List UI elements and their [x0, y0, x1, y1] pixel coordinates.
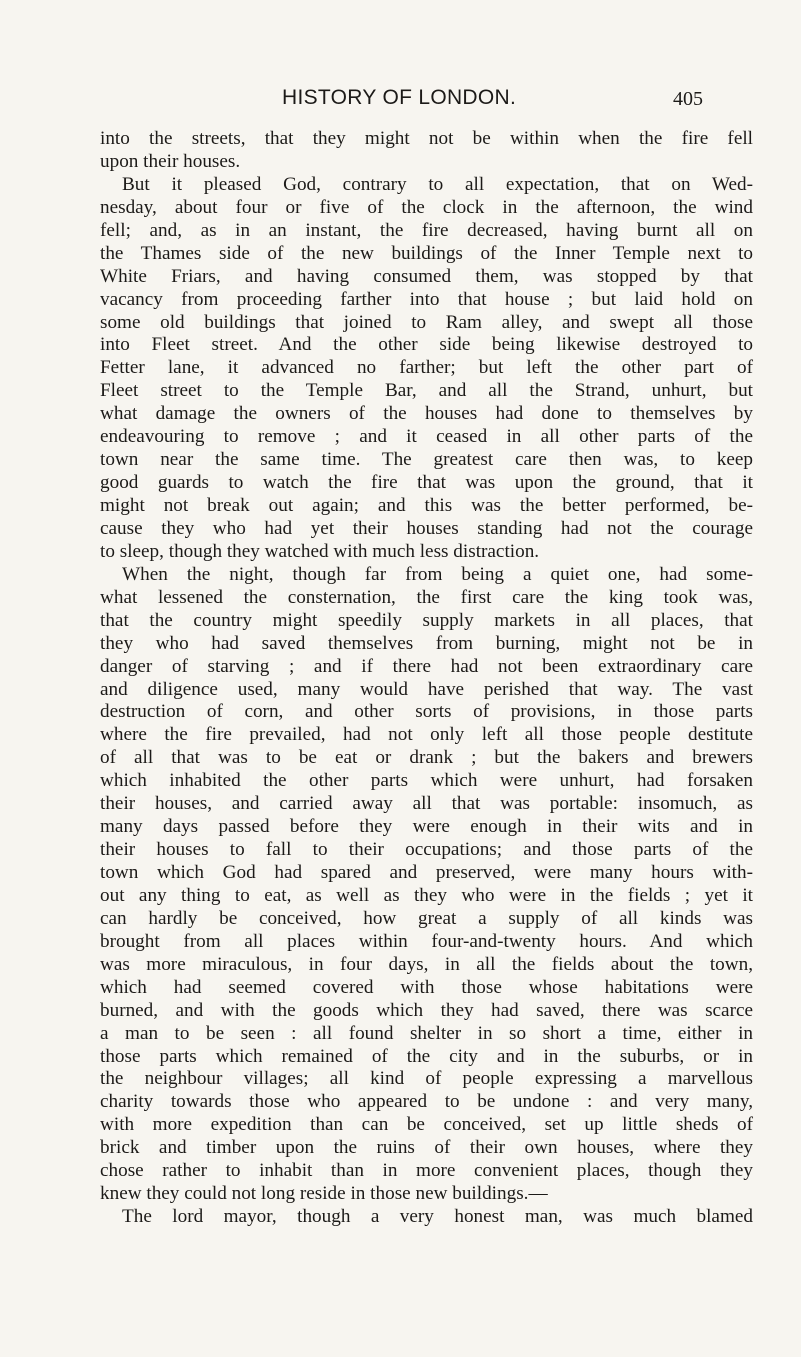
text-line: destruction of corn, and other sorts of provisions, in those parts	[100, 701, 753, 723]
text-line: into the streets, that they might not be within when the fire fell	[100, 128, 753, 149]
text-line: their houses to fall to their occupations; and those parts of the	[100, 839, 753, 861]
text-line: might not break out again; and this was the better performed, be-	[100, 495, 753, 516]
text-line: upon their houses.	[100, 150, 241, 172]
text-line: danger of starving ; and if there had not been extraordinary care	[100, 655, 753, 677]
running-head	[0, 86, 801, 116]
text-line: nesday, about four or five of the clock in the afternoon, the wind	[100, 196, 753, 218]
text-line: the Thames side of the new buildings of the Inner Temple next to	[100, 242, 753, 264]
text-line: with more expedition than can be conceived, set up little sheds of	[100, 1114, 753, 1136]
text-line: knew they could not long reside in those new buildings.—	[100, 1183, 548, 1205]
text-line: brought from all places within four-and-twenty hours. And which	[100, 930, 753, 952]
text-line: chose rather to inhabit than in more convenient places, though they	[100, 1160, 753, 1182]
text-line: vacancy from proceeding farther into that house ; but laid hold on	[100, 288, 753, 310]
text-line: fell; and, as in an instant, the fire decreased, having burnt all on	[100, 219, 753, 241]
text-line: The lord mayor, though a very honest man, was much blamed	[122, 1206, 753, 1228]
text-line: a man to be seen : all found shelter in so short a time, either in	[100, 1022, 753, 1044]
text-line: When the night, though far from being a quiet one, had some-	[122, 563, 753, 585]
page-number: 405	[673, 88, 703, 110]
text-line: what lessened the consternation, the first care the king took was,	[100, 586, 753, 608]
text-line: burned, and with the goods which they had saved, there was scarce	[100, 999, 753, 1021]
text-line: and diligence used, many would have perished that way. The vast	[100, 678, 753, 700]
text-line: what damage the owners of the houses had done to themselves by	[100, 403, 753, 425]
text-line: which had seemed covered with those whose habitations were	[100, 976, 753, 998]
text-line: their houses, and carried away all that was portable: insomuch, as	[100, 793, 753, 815]
text-line: town near the same time. The greatest care then was, to keep	[100, 449, 753, 471]
text-line: endeavouring to remove ; and it ceased in all other parts of the	[100, 426, 753, 448]
text-line: White Friars, and having consumed them, was stopped by that	[100, 265, 753, 287]
text-line: out any thing to eat, as well as they who were in the fields ; yet it	[100, 884, 753, 906]
text-line: charity towards those who appeared to be undone : and very many,	[100, 1091, 753, 1113]
text-line: which inhabited the other parts which were unhurt, had forsaken	[100, 770, 753, 792]
text-line: But it pleased God, contrary to all expectation, that on Wed-	[122, 173, 753, 195]
text-line: many days passed before they were enough in their wits and in	[100, 816, 753, 838]
text-line: Fetter lane, it advanced no farther; but left the other part of	[100, 357, 753, 379]
text-line: that the country might speedily supply markets in all places, that	[100, 609, 753, 631]
text-line: where the fire prevailed, had not only left all those people destitute	[100, 724, 753, 746]
text-line: some old buildings that joined to Ram alley, and swept all those	[100, 311, 753, 333]
text-line: cause they who had yet their houses standing had not the courage	[100, 517, 753, 539]
text-line: the neighbour villages; all kind of people expressing a marvellous	[100, 1068, 753, 1090]
text-line: good guards to watch the fire that was upon the ground, that it	[100, 472, 753, 494]
text-line: into Fleet street. And the other side being likewise destroyed to	[100, 334, 753, 356]
text-line: to sleep, though they watched with much less distraction.	[100, 540, 540, 562]
text-line: they who had saved themselves from burning, might not be in	[100, 632, 753, 654]
text-line: Fleet street to the Temple Bar, and all the Strand, unhurt, but	[100, 380, 753, 402]
text-line: can hardly be conceived, how great a supply of all kinds was	[100, 907, 753, 929]
text-line: was more miraculous, in four days, in all the fields about the town,	[100, 953, 753, 975]
text-line: of all that was to be eat or drank ; but the bakers and brewers	[100, 747, 753, 769]
body-text	[100, 128, 753, 1229]
running-head-title: HISTORY OF LONDON.	[282, 86, 517, 109]
text-line: town which God had spared and preserved, were many hours with-	[100, 862, 753, 883]
text-line: brick and timber upon the ruins of their own houses, where they	[100, 1137, 753, 1159]
text-line: those parts which remained of the city and in the suburbs, or in	[100, 1045, 753, 1067]
